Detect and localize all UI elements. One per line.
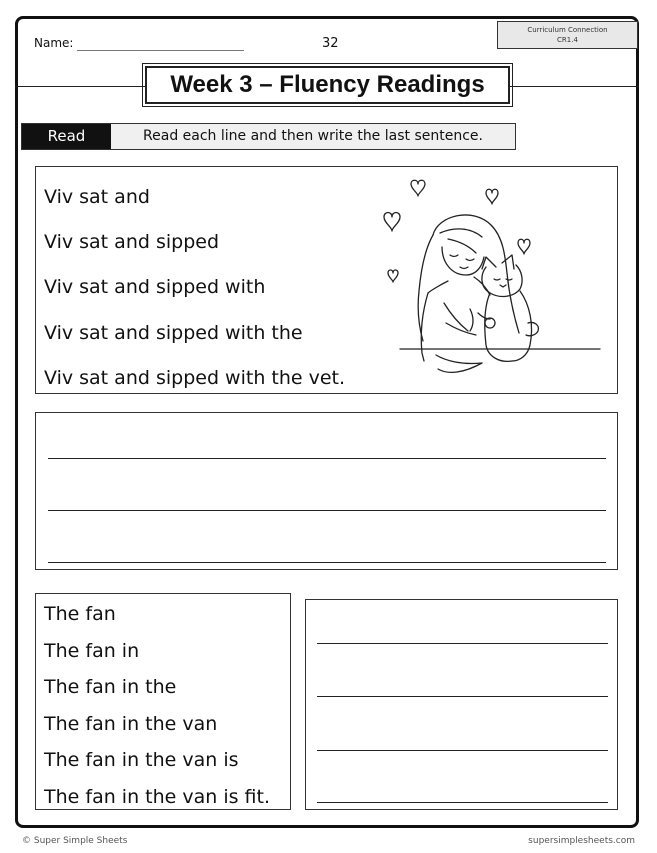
reading-line: Viv sat and sipped with the vet. — [44, 367, 346, 389]
writing-line[interactable] — [317, 802, 608, 803]
girl-with-cat-illustration — [378, 173, 604, 388]
instruction-tag: Read — [22, 124, 111, 149]
reading-line: The fan in the van is — [44, 749, 239, 771]
page-title: Week 3 – Fluency Readings — [145, 66, 510, 104]
reading-line: The fan — [44, 603, 116, 625]
writing-line[interactable] — [48, 458, 606, 459]
heart-icon — [388, 270, 398, 282]
reading-line: The fan in the van is fit. — [44, 786, 271, 808]
reading-line: The fan in the — [44, 676, 177, 698]
reading-line: Viv sat and sipped with — [44, 276, 266, 298]
writing-line[interactable] — [317, 643, 608, 644]
reading-line: The fan in — [44, 640, 140, 662]
writing-box-2 — [305, 599, 618, 810]
footer-copyright: © Super Simple Sheets — [22, 836, 128, 846]
writing-line[interactable] — [48, 510, 606, 511]
footer-website: supersimplesheets.com — [528, 836, 635, 846]
name-label: Name: — [34, 36, 74, 50]
name-field[interactable] — [77, 50, 244, 51]
curriculum-connection-badge — [497, 21, 638, 49]
writing-box-1 — [35, 412, 618, 570]
instruction-bar — [21, 123, 516, 150]
writing-line[interactable] — [317, 750, 608, 751]
heart-icon — [486, 189, 498, 204]
curriculum-code: CR1.4 — [557, 36, 578, 44]
reading-line: Viv sat and — [44, 186, 150, 208]
reading-line: Viv sat and sipped with the — [44, 322, 303, 344]
heart-icon — [411, 180, 425, 196]
heart-icon — [384, 213, 400, 232]
reading-line: Viv sat and sipped — [44, 231, 220, 253]
writing-line[interactable] — [48, 562, 606, 563]
curriculum-title: Curriculum Connection — [527, 26, 608, 34]
page-number: 32 — [322, 36, 339, 51]
heart-icon — [518, 239, 530, 254]
reading-line: The fan in the van — [44, 713, 218, 735]
writing-line[interactable] — [317, 696, 608, 697]
reading-box-2 — [35, 593, 291, 810]
instruction-text: Read each line and then write the last sentence. — [143, 128, 483, 144]
